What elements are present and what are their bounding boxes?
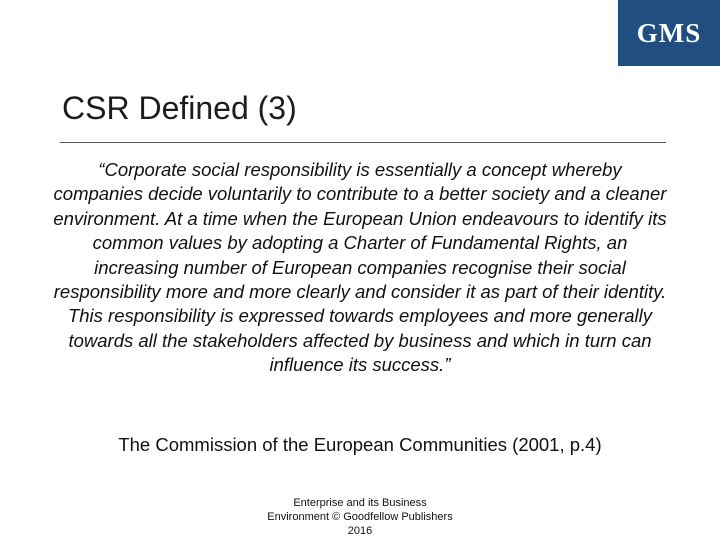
footer-line-2: Environment © Goodfellow Publishers (267, 511, 453, 523)
slide-footer (210, 496, 510, 538)
footer-line-1: Enterprise and its Business (293, 497, 427, 509)
quote-citation: The Commission of the European Communities (2001, p.4) (118, 434, 602, 455)
slide-title: CSR Defined (3) (62, 90, 297, 126)
definition-quote: “Corporate social responsibility is essentially a concept whereby companies decide voluntarily to contribute to a better society and a cleaner environment. At a time when the European Union endeavours to identify its common values by adopting a Charter of Fundamental Rights, an increasing number of European companies recognise their social responsibility more and more clearly and consider it as part of their identity. This responsibility is expressed towards employees and more generally towards all the stakeholders affected by business and which in turn can influence its success.” (53, 159, 667, 376)
title-divider (60, 142, 666, 143)
gms-logo: GMS (618, 0, 720, 66)
footer-line-3: 2016 (347, 525, 373, 537)
